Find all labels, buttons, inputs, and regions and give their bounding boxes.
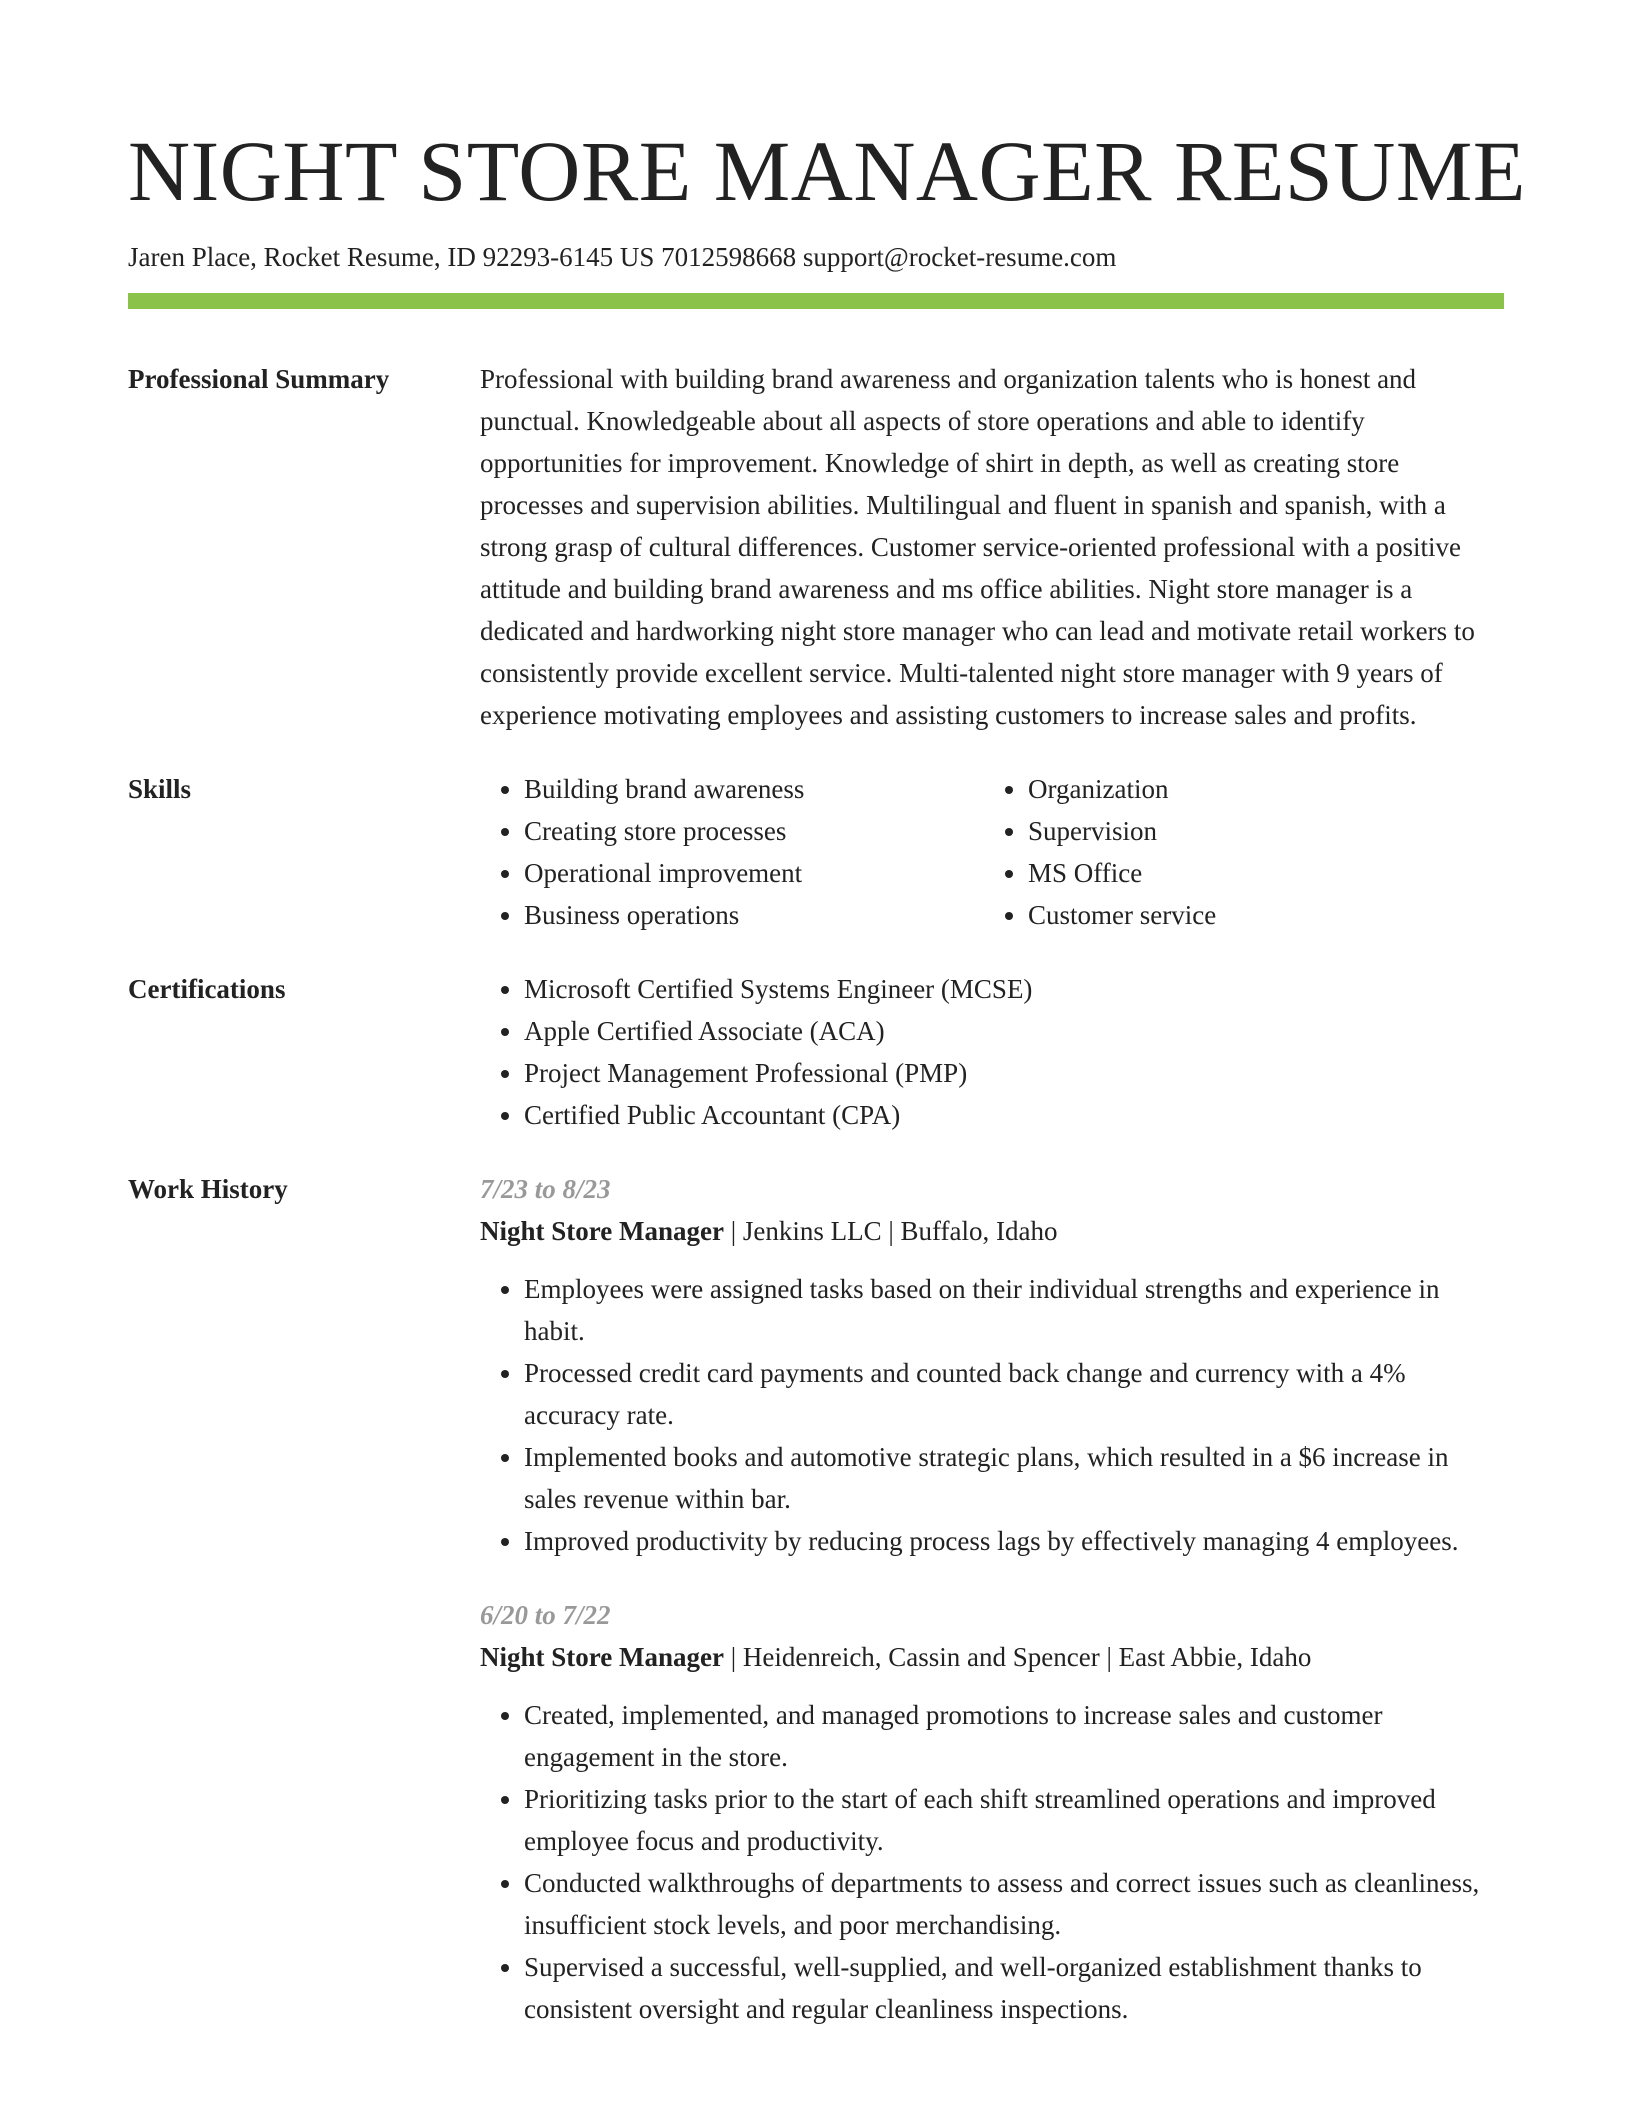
section-body	[480, 1168, 1504, 2030]
section-work-history	[128, 1168, 1504, 2030]
skill-item: • Building brand awareness	[524, 768, 984, 810]
certification-item: • Certified Public Accountant (CPA)	[524, 1094, 1504, 1136]
summary-text: Professional with building brand awareness and organization talents who is honest and punctual. Knowledgeable about all aspects of store operations and able to identify opportunities for improvement. Knowledge of shirt in depth, as well as creating store processes and supervision abilities. Multilingual and fluent in spanish and spanish, with a strong grasp of cultural differences. Customer service-oriented professional with a positive attitude and building brand awareness and ms office abilities. Night store manager is a dedicated and hardworking night store manager who can lead and motivate retail workers to consistently provide excellent service. Multi-talented night store manager with 9 years of experience motivating employees and assisting customers to increase sales and profits.	[480, 364, 1475, 730]
section-certifications	[128, 968, 1504, 1136]
section-label: Work History	[128, 1174, 288, 1204]
skills-column-right	[984, 768, 1488, 936]
job-bullet: • Employees were assigned tasks based on their individual strengths and experience in habit.	[524, 1268, 1504, 1352]
skill-item: • Organization	[1028, 768, 1488, 810]
job-heading	[480, 1210, 1504, 1252]
job-details: | Jenkins LLC | Buffalo, Idaho	[723, 1216, 1058, 1246]
job-title: Night Store Manager	[480, 1216, 724, 1246]
skill-item: • MS Office	[1028, 852, 1488, 894]
accent-divider	[128, 293, 1504, 309]
skills-list-left	[480, 768, 984, 936]
job-dates: 7/23 to 8/23	[480, 1174, 611, 1204]
job-heading	[480, 1636, 1504, 1678]
certification-item: • Apple Certified Associate (ACA)	[524, 1010, 1504, 1052]
job-bullet: • Prioritizing tasks prior to the start of each shift streamlined operations and improved employee focus and productivity.	[524, 1778, 1504, 1862]
job-bullets	[480, 1268, 1504, 1562]
job-bullet: • Implemented books and automotive strategic plans, which resulted in a $6 increase in sales revenue within bar.	[524, 1436, 1504, 1520]
certifications-list	[480, 968, 1504, 1136]
skill-item: • Operational improvement	[524, 852, 984, 894]
contact-line: Jaren Place, Rocket Resume, ID 92293-6145 US 7012598668 support@rocket-resume.com	[128, 242, 1117, 272]
resume-title: NIGHT STORE MANAGER RESUME	[128, 123, 1526, 219]
job-entry	[480, 1168, 1504, 1562]
job-bullet: • Supervised a successful, well-supplied, and well-organized establishment thanks to consistent oversight and regular cleanliness inspections.	[524, 1946, 1504, 2030]
section-label: Skills	[128, 774, 192, 804]
skills-column-left	[480, 768, 984, 936]
job-title: Night Store Manager	[480, 1642, 724, 1672]
section-label: Professional Summary	[128, 364, 390, 394]
job-bullet: • Created, implemented, and managed promotions to increase sales and customer engagement in the store.	[524, 1694, 1504, 1778]
job-bullets	[480, 1694, 1504, 2030]
section-body	[480, 358, 1504, 736]
job-dates: 6/20 to 7/22	[480, 1600, 611, 1630]
skill-item: • Supervision	[1028, 810, 1488, 852]
skill-item: • Customer service	[1028, 894, 1488, 936]
resume-page	[128, 0, 1526, 2030]
job-entry	[480, 1594, 1504, 2030]
section-skills	[128, 768, 1504, 936]
job-bullet: • Conducted walkthroughs of departments to assess and correct issues such as cleanliness, insufficient stock levels, and poor merchandising.	[524, 1862, 1504, 1946]
section-label: Certifications	[128, 974, 286, 1004]
section-professional-summary	[128, 358, 1504, 736]
skills-list-right	[984, 768, 1488, 936]
certification-item: • Microsoft Certified Systems Engineer (MCSE)	[524, 968, 1504, 1010]
job-bullet: • Improved productivity by reducing process lags by effectively managing 4 employees.	[524, 1520, 1504, 1562]
skill-item: • Business operations	[524, 894, 984, 936]
job-bullet: • Processed credit card payments and counted back change and currency with a 4% accuracy rate.	[524, 1352, 1504, 1436]
job-details: | Heidenreich, Cassin and Spencer | East Abbie, Idaho	[723, 1642, 1312, 1672]
certification-item: • Project Management Professional (PMP)	[524, 1052, 1504, 1094]
skills-grid	[480, 768, 1504, 936]
section-body	[480, 968, 1504, 1136]
skill-item: • Creating store processes	[524, 810, 984, 852]
